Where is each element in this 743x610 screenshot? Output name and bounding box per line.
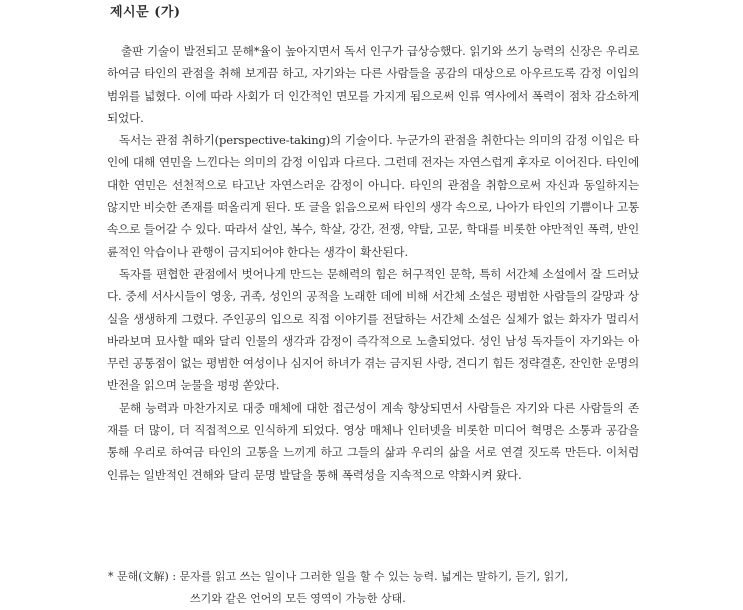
footnote bbox=[108, 566, 648, 610]
paragraph-2: 독서는 관점 취하기(perspective-taking)의 기술이다. 누군가의 관점을 취한다는 의미의 감정 이입은 타인에 대해 연민을 느낀다는 의미의 감정 이입과 다르다. 그런데 전자는 자연스럽게 후자로 이어진다. 타인에 대한 연민은 선천적으로 타고난 자연스러운 감정이 아니다. 타인의 관점을 취함으로써 자신과 동일하지는 않지만 비슷한 존재를 떠올리게 된다. 또 글을 읽음으로써 타인의 생각 속으로, 나아가 타인의 기쁨이나 고통 속으로 들어갈 수 있다. 따라서 살인, 복수, 학살, 강간, 전쟁, 약탈, 고문, 학대를 비롯한 야만적인 폭력, 반인륜적인 악습이나 관행이 금지되어야 한다는 생각이 확산된다. bbox=[107, 133, 639, 259]
paragraph-1: 출판 기술이 발전되고 문해*율이 높아지면서 독서 인구가 급상승했다. 읽기와 쓰기 능력의 신장은 우리로 하여금 타인의 관점을 취해 보게끔 하고, 자기와는 다른 사람들을 공감의 대상으로 아우르도록 감정 이입의 범위를 넓혔다. 이에 따라 사회가 더 인간적인 면모를 가지게 됨으로써 인류 역사에서 폭력이 점차 감소하게 되었다. bbox=[107, 44, 639, 125]
passage-body bbox=[107, 40, 639, 486]
footnote-line-2: 쓰기와 같은 언어의 모든 영역이 가능한 상태. bbox=[190, 592, 406, 605]
passage-heading: 제시문 (가) bbox=[110, 5, 181, 20]
paragraph-3: 독자를 편협한 관점에서 벗어나게 만드는 문해력의 힘은 허구적인 문학, 특히 서간체 소설에서 잘 드러났다. 중세 서사시들이 영웅, 귀족, 성인의 공적을 노래한 데에 비해 서간체 소설은 평범한 사람들의 갈망과 상실을 생생하게 그렸다. 주인공의 입으로 직접 이야기를 전달하는 서간체 소설은 실체가 없는 화자가 멀리서 바라보며 묘사할 때와 달리 인물의 생각과 감정이 즉각적으로 노출되었다. 성인 남성 독자들이 자기와는 아무런 공통점이 없는 평범한 여성이나 심지어 하녀가 겪는 금지된 사랑, 견디기 힘든 정략결혼, 잔인한 운명의 반전을 읽으며 눈물을 펑펑 쏟았다. bbox=[107, 266, 639, 393]
paragraph-4: 문해 능력과 마찬가지로 대중 매체에 대한 접근성이 계속 향상되면서 사람들은 자기와 다른 사람들의 존재를 더 많이, 더 직접적으로 인식하게 되었다. 영상 매체나 인터넷을 비롯한 미디어 혁명은 소통과 공감을 통해 우리로 하여금 타인의 고통을 느끼게 하고 그들의 삶과 우리의 삶을 서로 연결 짓도록 만든다. 이처럼 인류는 일반적인 견해와 달리 문명 발달을 통해 폭력성을 지속적으로 약화시켜 왔다. bbox=[107, 400, 639, 482]
footnote-line-1: * 문해(文解) : 문자를 읽고 쓰는 일이나 그러한 일을 할 수 있는 능력. 넓게는 말하기, 듣기, 읽기, bbox=[108, 570, 569, 583]
